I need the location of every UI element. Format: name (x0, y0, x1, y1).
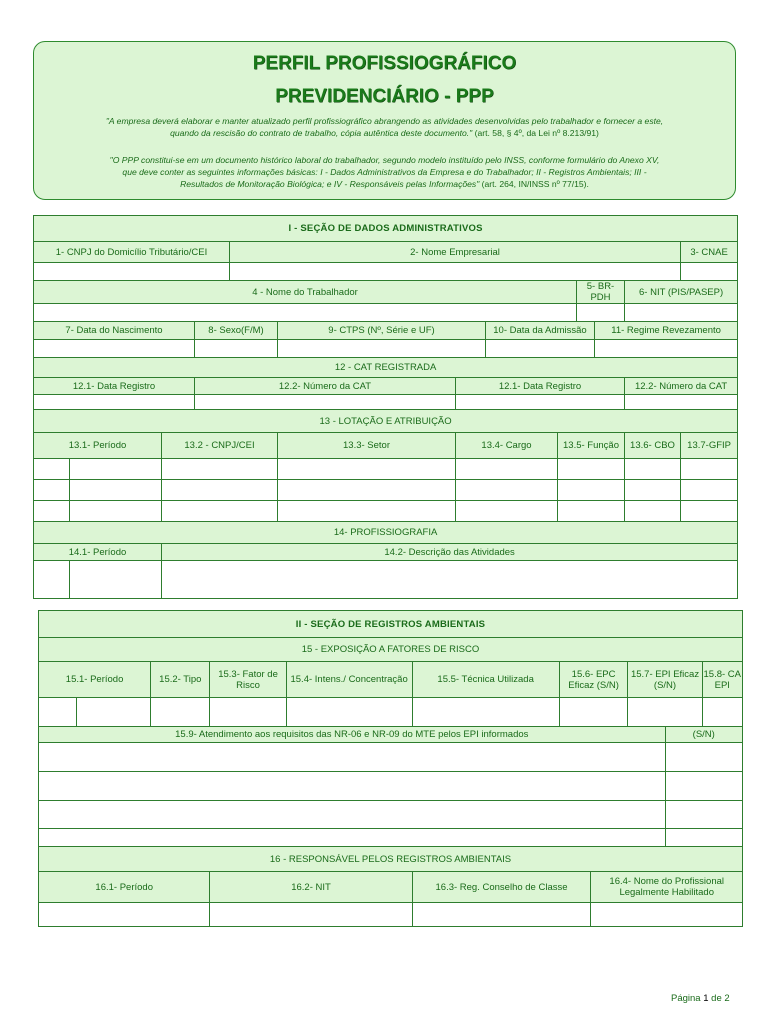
quote-2-text: "O PPP constitui-se em um documento histórico laboral do trabalhador, segundo modelo instituído pelo INSS, conforme formulário do Anexo XV, que deve conter as seguintes informações básicas: I - Dados Administrativos da Empresa e do Trabalhador; II - Registros Ambientais; III - Resultados de Monitoração Biológica; e IV - Responsáveis pelas Informações" (109, 155, 660, 189)
label-prof-periodo: 14.1- Período (34, 544, 162, 561)
label-nome-empresarial: 2- Nome Empresarial (230, 242, 681, 263)
field-atendimento-sn[interactable] (665, 829, 742, 847)
page-footer (671, 993, 730, 1004)
label-nascimento: 7- Data do Nascimento (34, 322, 195, 340)
field-lot-setor[interactable] (278, 480, 456, 501)
field-exp-fator[interactable] (210, 698, 286, 727)
section-2-table (38, 610, 743, 927)
profissiografia-title: 14- PROFISSIOGRAFIA (34, 522, 738, 544)
field-lot-cnpj[interactable] (162, 459, 278, 480)
field-lot-periodo-inicio[interactable] (34, 459, 70, 480)
field-lot-cbo[interactable] (625, 459, 681, 480)
field-cnpj[interactable] (34, 263, 230, 281)
field-resp-registro[interactable] (412, 903, 591, 927)
field-lot-periodo-inicio[interactable] (34, 480, 70, 501)
label-sexo: 8- Sexo(F/M) (195, 322, 278, 340)
label-exp-tipo: 15.2- Tipo (151, 662, 210, 698)
label-lot-periodo: 13.1- Período (34, 433, 162, 459)
field-lot-cnpj[interactable] (162, 480, 278, 501)
field-prof-periodo-inicio[interactable] (34, 561, 70, 599)
field-atendimento-item[interactable] (39, 743, 666, 772)
field-lot-gfip[interactable] (681, 480, 738, 501)
section-1-title: I - SEÇÃO DE DADOS ADMINISTRATIVOS (34, 216, 738, 242)
label-cat-data-1: 12.1- Data Registro (34, 378, 195, 395)
field-atendimento-sn[interactable] (665, 772, 742, 801)
label-exp-fator: 15.3- Fator de Risco (210, 662, 286, 698)
label-lot-funcao: 13.5- Função (558, 433, 625, 459)
label-exp-tecnica: 15.5- Técnica Utilizada (412, 662, 559, 698)
label-cnpj: 1- CNPJ do Domicílio Tributário/CEI (34, 242, 230, 263)
exposicao-title: 15 - EXPOSIÇÃO A FATORES DE RISCO (39, 638, 743, 662)
field-lot-cargo[interactable] (456, 501, 558, 522)
label-br-pdh: 5- BR-PDH (577, 281, 625, 304)
field-resp-nome[interactable] (591, 903, 743, 927)
field-lot-cargo[interactable] (456, 480, 558, 501)
legal-quote-1 (105, 115, 665, 139)
field-lot-cbo[interactable] (625, 480, 681, 501)
field-exp-ca[interactable] (702, 698, 742, 727)
label-resp-periodo: 16.1- Período (39, 872, 210, 903)
label-admissao: 10- Data da Admissão (486, 322, 595, 340)
field-sexo[interactable] (195, 340, 278, 358)
field-cat-numero-1[interactable] (195, 395, 456, 410)
field-cat-data-2[interactable] (456, 395, 625, 410)
label-cat-numero-2: 12.2- Número da CAT (625, 378, 738, 395)
label-prof-descricao: 14.2- Descrição das Atividades (162, 544, 738, 561)
field-lot-periodo-fim[interactable] (70, 459, 162, 480)
field-exp-periodo-inicio[interactable] (39, 698, 77, 727)
responsavel-title: 16 - RESPONSÁVEL PELOS REGISTROS AMBIENTAIS (39, 847, 743, 872)
label-resp-registro: 16.3- Reg. Conselho de Classe (412, 872, 591, 903)
label-nit: 6- NIT (PIS/PASEP) (625, 281, 738, 304)
field-atendimento-item[interactable] (39, 829, 666, 847)
field-br-pdh[interactable] (577, 304, 625, 322)
page-of-label: de (708, 993, 725, 1004)
field-regime[interactable] (595, 340, 738, 358)
label-lot-cnpj: 13.2 - CNPJ/CEI (162, 433, 278, 459)
field-cat-data-1[interactable] (34, 395, 195, 410)
field-lot-cnpj[interactable] (162, 501, 278, 522)
label-cat-numero-1: 12.2- Número da CAT (195, 378, 456, 395)
field-lot-periodo-fim[interactable] (70, 501, 162, 522)
cat-title: 12 - CAT REGISTRADA (34, 358, 738, 378)
quote-1-ref: (art. 58, § 4º, da Lei nº 8.213/91) (472, 128, 599, 138)
label-regime: 11- Regime Revezamento (595, 322, 738, 340)
label-atendimento: 15.9- Atendimento aos requisitos das NR-06 e NR-09 do MTE pelos EPI informados (39, 727, 666, 743)
label-lot-cargo: 13.4- Cargo (456, 433, 558, 459)
field-nome-empresarial[interactable] (230, 263, 681, 281)
label-exp-intensidade: 15.4- Intens./ Concentração (286, 662, 412, 698)
field-atendimento-item[interactable] (39, 801, 666, 829)
field-cat-numero-2[interactable] (625, 395, 738, 410)
legal-quote-2 (105, 154, 665, 190)
label-lot-gfip: 13.7-GFIP (681, 433, 738, 459)
doc-title-line1: PERFIL PROFISSIOGRÁFICO (252, 53, 517, 74)
field-resp-nit[interactable] (210, 903, 412, 927)
label-cat-data-2: 12.1- Data Registro (456, 378, 625, 395)
field-exp-epc[interactable] (559, 698, 628, 727)
field-lot-funcao[interactable] (558, 459, 625, 480)
section-1-table (33, 215, 738, 599)
label-lot-cbo: 13.6- CBO (625, 433, 681, 459)
doc-title-line2: PREVIDENCIÁRIO - PPP (275, 86, 494, 107)
label-exp-periodo: 15.1- Período (39, 662, 151, 698)
label-exp-epc: 15.6- EPC Eficaz (S/N) (559, 662, 628, 698)
label-resp-nome: 16.4- Nome do Profissional Legalmente Habilitado (591, 872, 743, 903)
field-lot-funcao[interactable] (558, 480, 625, 501)
label-lot-setor: 13.3- Setor (278, 433, 456, 459)
field-exp-tipo[interactable] (151, 698, 210, 727)
field-prof-descricao[interactable] (162, 561, 738, 599)
label-cnae: 3- CNAE (681, 242, 738, 263)
field-exp-tecnica[interactable] (412, 698, 559, 727)
field-nit[interactable] (625, 304, 738, 322)
field-lot-setor[interactable] (278, 459, 456, 480)
section-2-title: II - SEÇÃO DE REGISTROS AMBIENTAIS (39, 611, 743, 638)
field-admissao[interactable] (486, 340, 595, 358)
field-atendimento-item[interactable] (39, 772, 666, 801)
header-box (33, 41, 736, 200)
label-atendimento-sn: (S/N) (665, 727, 742, 743)
field-atendimento-sn[interactable] (665, 801, 742, 829)
field-nome-trabalhador[interactable] (34, 304, 577, 322)
field-lot-gfip[interactable] (681, 501, 738, 522)
field-resp-periodo[interactable] (39, 903, 210, 927)
field-exp-intensidade[interactable] (286, 698, 412, 727)
page-number: 1 (703, 993, 709, 1004)
field-prof-periodo-fim[interactable] (70, 561, 162, 599)
field-lot-periodo-inicio[interactable] (34, 501, 70, 522)
field-atendimento-sn[interactable] (665, 743, 742, 772)
label-resp-nit: 16.2- NIT (210, 872, 412, 903)
field-lot-cargo[interactable] (456, 459, 558, 480)
field-exp-epi[interactable] (628, 698, 702, 727)
field-lot-cbo[interactable] (625, 501, 681, 522)
label-exp-ca: 15.8- CA EPI (702, 662, 742, 698)
field-cnae[interactable] (681, 263, 738, 281)
page-total: 2 (724, 993, 730, 1004)
quote-2-ref: (art. 264, IN/INSS nº 77/15). (479, 179, 589, 189)
field-lot-setor[interactable] (278, 501, 456, 522)
lotacao-title: 13 - LOTAÇÃO E ATRIBUIÇÃO (34, 410, 738, 433)
field-exp-periodo-fim[interactable] (77, 698, 151, 727)
quote-1-text: "A empresa deverá elaborar e manter atualizado perfil profissiográfico abrangendo as atividades desenvolvidas pelo trabalhador e fornecer a este, quando da rescisão do contrato de trabalho, cópia autêntica deste documento." (105, 116, 664, 138)
page-label: Página (671, 993, 704, 1004)
label-exp-epi: 15.7- EPI Eficaz (S/N) (628, 662, 702, 698)
field-nascimento[interactable] (34, 340, 195, 358)
field-lot-periodo-fim[interactable] (70, 480, 162, 501)
label-ctps: 9- CTPS (Nº, Série e UF) (278, 322, 486, 340)
field-ctps[interactable] (278, 340, 486, 358)
field-lot-funcao[interactable] (558, 501, 625, 522)
label-nome-trabalhador: 4 - Nome do Trabalhador (34, 281, 577, 304)
field-lot-gfip[interactable] (681, 459, 738, 480)
